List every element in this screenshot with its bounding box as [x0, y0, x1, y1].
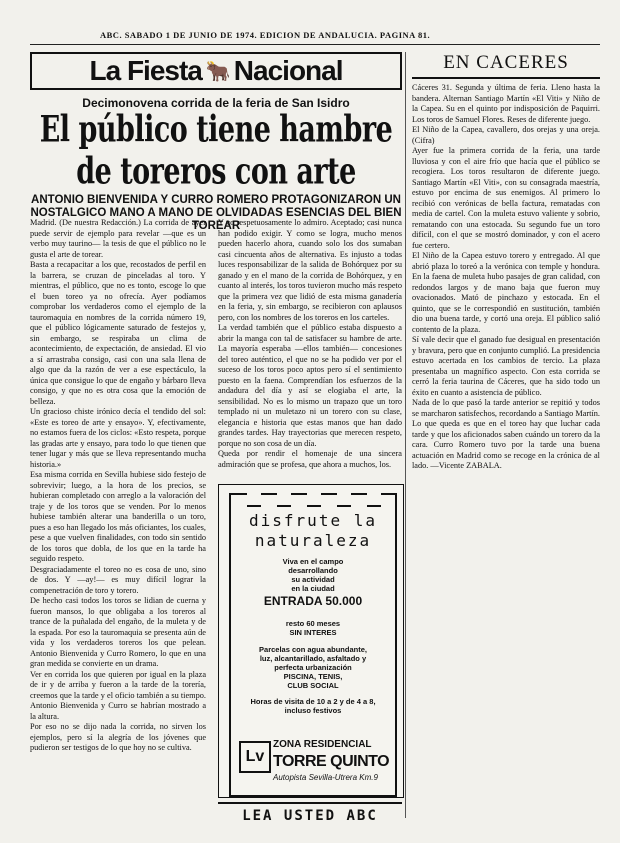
- section-subhead: Decimonovena corrida de la feria de San Isidro: [82, 96, 350, 110]
- ad-torre-quinto: TORRE QUINTO: [273, 753, 390, 770]
- lea-usted-abc: LEA USTED ABC: [218, 802, 402, 824]
- crenel: [247, 493, 261, 507]
- ad-title-2: naturaleza: [254, 531, 372, 550]
- crenel: [367, 493, 381, 507]
- paragraph: Queda por rendir el homenaje de una sincera admiración que se profesa, que ahora a muchos, los.: [218, 449, 402, 469]
- banner-right-text: Nacional: [233, 55, 343, 86]
- paragraph: De hecho casi todos los toros se lidian de cuerna y fueron mansos, lo que obligaba a los toreros al trance de la puñalada del engaño, de la muleta y de la espada. Por eso la tauromaquia se presenta aún de vida y los verdaderos toreros los que pelean. Antonio Bienvenida y Curro Romero, lo que en una gran medida se convierte en un drama.: [30, 596, 206, 668]
- column-divider: [405, 52, 406, 818]
- main-article-head: [30, 52, 402, 233]
- article-deck: ANTONIO BIENVENIDA Y CURRO ROMERO PROTAGONIZARON UN NOSTALGICO MANO A MANO DE OLVIDADAS ESENCIAS DEL BIEN TOREAR: [30, 194, 402, 232]
- article-column-1: [30, 218, 206, 754]
- bull-icon: 🐂: [205, 60, 230, 83]
- ad-feature: PISCINA, TENIS,: [283, 672, 343, 681]
- ad-hours: Horas de visita de 10 a 2 y de 4 a 8, incluso festivos: [250, 697, 376, 715]
- ad-line: en la ciudad: [291, 584, 335, 593]
- paragraph: Desgraciadamente el toreo no es cosa de uno, sino de dos. Y —ay!— es muy difícil lograr la compenetración de toro y torero.: [30, 564, 206, 595]
- paragraph: Madrid. (De nuestra Redacción.) La corrida de ayer puede servir de ejemplo para revelar —que es un verbo muy taurino— la tesis de que el público no le gusta el arte de torear.: [30, 218, 206, 259]
- crenel: [307, 493, 321, 507]
- ad-line: Viva en el campo: [282, 557, 344, 566]
- paragraph: Ayer fue la primera corrida de la feria, una tarde lluviosa y con el aire frío que hacía que el público se recogiera. Los toros resultaron de diferente juego. Santiago Martín «El Viti», con su consagrada maestría, estuvo por encima de sus enemigos. Al primero lo recibió con verónicas de bella factura, rematadas con media de cartel. Con la muleta estuvo valiente y sobrio, rematando con una estocada. Su segundo fue un toro difícil, con el que se mostró dominador, y con el acero fue certero.: [412, 146, 600, 250]
- ad-entrada: ENTRADA 50.000: [263, 594, 363, 608]
- ad-feature: Parcelas con agua abundante,: [259, 645, 367, 654]
- section-banner: [30, 52, 402, 90]
- paragraph: El Niño de la Capea, cavallero, dos orejas y una oreja. (Cifra): [412, 125, 600, 145]
- ad-zone: ZONA RESIDENCIAL: [273, 739, 372, 750]
- header-rule: [30, 44, 600, 45]
- right-column-body: [412, 83, 600, 843]
- banner-left-text: La Fiesta: [89, 55, 202, 86]
- ad-title-1: disfrute la: [249, 511, 377, 530]
- ad-feature: CLUB SOCIAL: [287, 681, 339, 690]
- paragraph: Un gracioso chiste irónico decía el tendido del sol: «Este es toreo de arte y ensayo». Y, efectivamente, no estamos fuera de los ciclos: «Esto respeta, porque las gradas arte y ensayo, para todo lo que tienen que tener lugar y más que se lleva representando mucha historia.»: [30, 407, 206, 469]
- paragraph: Basta a recapacitar a los que, recostados de perfil en la barrera, se cruzan de pinceladas al toro. Y mientras, el público, que no es tonto, escoge lo que el buen toreo ya no ofrecía. Ayer podíamos comprobar los verdaderos como el ejemplo de la tauromaquia en nombres de la corrida número 19, que el público lógicamente saturado de festejos y, sin embargo, se respiraba un clima de acontecimiento, de expectación, de ansiedad. El vio a sí arrastraba consigo, casi con una sala llena de algo que da la razón de ver a ese espectáculo, la única que consigue lo que de engaño y bárbaro lleva consigo, y que no es otra cosa que la emoción de belleza.: [30, 260, 206, 406]
- article-body: [30, 218, 402, 824]
- tower-frame: [229, 493, 397, 797]
- paragraph: Y vo respetuosamente lo admiro. Aceptado; casi nunca han podido exigir. Y como se logra, mucho menos pueden hacerlo ahora, cuando solo los dos sumaban casi cincuenta años de alternativa. Es injusto a todas luces responsabilizar de la salida de Bohórquez por su ganado y en el mano de la corrida de Bohórquez, y en cuanto al interés, los toros tuvieron mucho más respeto que la primera vez que lidió de esta misma ganadería en la feria, y, sin embargo, se recibieron con aplausos pero, con los nombres de los toreros en los carteles.: [218, 218, 402, 322]
- crenel: [277, 493, 291, 507]
- paragraph: Esa misma corrida en Sevilla hubiese sido festejo de sobrevivir; luego, a la hora de los precios, se hubieran completado con arreglo a la valoración del traje y de los toros que se venden. Por lo menos hubiese también alterar una banderilla o un toro, pues a eso han llegado los más oficiantes, los cuales, pese a que vuelven finalidades, con todo sin sentido de los toros que dobla, de los que en la tarde ha seguido respeto.: [30, 470, 206, 563]
- paragraph: La verdad también que el público estaba dispuesto a abrir la manga con tal de satisfacer su hambre de arte. La mayoría esperaba —ellos también— concesiones del toreo auténtico, el que no se ha podido ver por el suceso de los toros poco aptos pero sí el sentimiento puesto en la faena. Comprendían los esfuerzos de la andadura del día y así se elogiaba el arte, la sensibilidad. No es lo mismo un trapazo que un toro templado ni un muletazo ni un torero con su clase, elegancia e historia que estas manos que han dado grandes tardes. Hay trayectorias que merecen respeto, porque no son cosa de un día.: [218, 323, 402, 448]
- lv-logo: Lv: [239, 741, 271, 773]
- paragraph: El Niño de la Capea estuvo torero y entregado. Al que abrió plaza lo toreó a la verónica con temple y hondura. En la faena de muleta hubo pasajes de gran calidad, con redondos largos y de mano baja que fueron muy ovacionados. Mató de pinchazo y estocada. En el quinto, que se le correspondió en sustitución, también dio una buena tarde, y cortó una oreja. El público salió contento de la plaza.: [412, 251, 600, 334]
- torre-quinto-advertisement: [218, 484, 404, 798]
- ad-autopista: Autopista Sevilla-Utrera Km.9: [273, 773, 378, 782]
- ad-line: su actividad: [291, 575, 335, 584]
- paragraph: Ver en corrida los que quieren por igual en la plaza de ir y de arriba y fueron a la tarde de la torería, creemos que la tarde y el oficio también a su tiempo. Antonio Bienvenida y Curro se habrían mostrado a la altura.: [30, 669, 206, 721]
- paragraph: Cáceres 31. Segunda y última de feria. Lleno hasta la bandera. Alternan Santiago Martín «El Viti» y Niño de la Capea. Su en el quinto por indisposición de Paquirri. Los toros de Samuel Flores. Reses de diferente juego.: [412, 83, 600, 124]
- right-column-title: EN CACERES: [412, 52, 600, 79]
- ad-sin-interes: SIN INTERES: [289, 628, 337, 637]
- ad-feature: luz, alcantarillado, asfaltado y: [259, 654, 367, 663]
- page-header-line: ABC. SABADO 1 DE JUNIO DE 1974. EDICION DE ANDALUCIA. PAGINA 81.: [100, 30, 431, 40]
- crenel: [337, 493, 351, 507]
- ad-resto: resto 60 meses: [285, 619, 341, 628]
- paragraph: Sí vale decir que el ganado fue desigual en presentación y bravura, pero que en conjunto cumplió. La presidencia estuvo acertada en los cambios de tercio. La plaza presentaba un magnífico aspecto. Con esta corrida se cerró la feria taurina de Cáceres, que ha sido todo un éxito en cuanto a asistencia de público.: [412, 335, 600, 397]
- paragraph: Por eso no se dijo nada la corrida, no sirven los ejemplos, pero sí la alegría de los jóvenes que pudieron ser testigos de lo que hoy no se cultiva.: [30, 722, 206, 752]
- right-column: [412, 52, 600, 843]
- ad-feature: perfecta urbanización: [274, 663, 352, 672]
- article-headline: El público tiene hambre de toreros con arte: [39, 109, 393, 193]
- paragraph: Nada de lo que pasó la tarde anterior se repitió y todos se marcharon satisfechos, recordando a Santiago Martín. Lo que queda es que en el toreo hay que luchar cada tarde y que los aficionados saben cuándo un torero da la cara. Curro Romero tuvo por la tarde una buena actuación en Madrid como se recoge en la crónica de al lado. —Vicente ZABALA.: [412, 398, 600, 470]
- article-column-2: [218, 218, 402, 480]
- ad-line: desarrollando: [288, 566, 338, 575]
